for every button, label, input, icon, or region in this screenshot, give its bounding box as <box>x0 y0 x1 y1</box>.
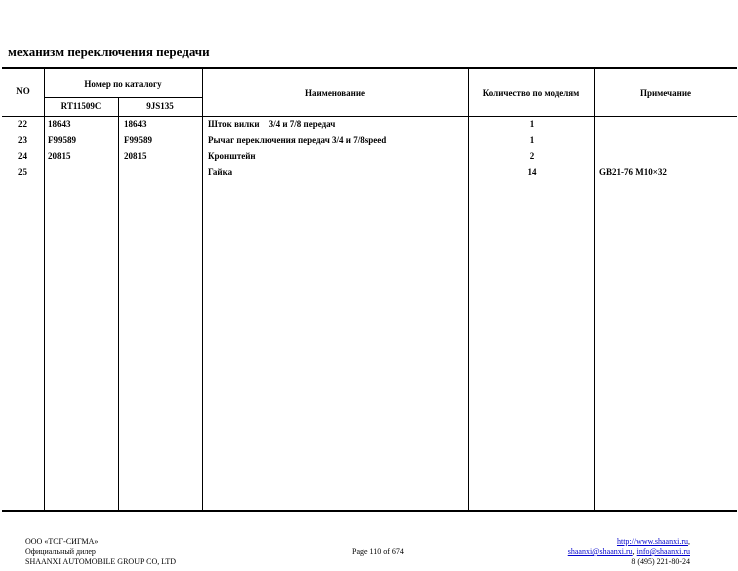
email-link-shaanxi[interactable]: shaanxi@shaanxi.ru <box>567 547 633 556</box>
cell-quantity: 2 <box>529 151 535 161</box>
footer-contacts: http://www.shaanxi.ru, shaanxi@shaanxi.ru, info@shaanxi.ru 8 (495) 221-80-24 <box>567 537 690 566</box>
header-sub-divider <box>44 97 202 98</box>
cell-no: 22 <box>18 119 27 129</box>
cell-name: Кронштейн <box>208 151 256 161</box>
header-model-9js135: 9JS135 <box>146 101 174 111</box>
cell-quantity: 1 <box>529 119 535 129</box>
header-catalog-number: Номер по каталогу <box>84 79 162 89</box>
cell-quantity: 1 <box>529 135 535 145</box>
header-name: Наименование <box>305 88 365 98</box>
cell-9js135: F99589 <box>124 135 152 145</box>
website-link[interactable]: http://www.shaanxi.ru <box>616 537 688 546</box>
cell-name: Шток вилки 3/4 и 7/8 передач <box>208 119 336 129</box>
footer-company-name: ООО «ТСГ-СИГМА» <box>25 537 99 546</box>
cell-no: 24 <box>18 151 27 161</box>
cell-rt11509c: F99589 <box>48 135 76 145</box>
parts-table <box>2 67 737 512</box>
cell-note: GB21-76 M10×32 <box>599 167 667 177</box>
footer-phone: 8 (495) 221-80-24 <box>631 557 690 566</box>
table-row <box>2 135 737 151</box>
cell-9js135: 20815 <box>124 151 147 161</box>
page-title: механизм переключения передачи <box>8 44 210 59</box>
header-quantity: Количество по моделям <box>482 88 580 98</box>
table-row <box>2 151 737 167</box>
cell-9js135: 18643 <box>124 119 147 129</box>
header-note: Примечание <box>639 88 692 98</box>
cell-rt11509c: 18643 <box>48 119 71 129</box>
header-bottom-border <box>2 116 737 117</box>
header-no: NO <box>16 86 30 96</box>
cell-name: Рычаг переключения передач 3/4 и 7/8speed <box>208 135 387 145</box>
footer-dealer: Официальный дилер <box>25 547 96 556</box>
table-body <box>2 119 737 183</box>
email-link-info[interactable]: info@shaanxi.ru <box>636 547 690 556</box>
cell-no: 25 <box>18 167 27 177</box>
cell-rt11509c: 20815 <box>48 151 71 161</box>
footer-group: SHAANXI AUTOMOBILE GROUP CO, LTD <box>25 557 177 566</box>
table-row <box>2 119 737 135</box>
cell-quantity: 14 <box>527 167 537 177</box>
footer-company-info <box>25 537 176 567</box>
cell-name: Гайка <box>208 167 233 177</box>
page-number: Page 110 of 674 <box>352 547 404 556</box>
table-row <box>2 167 737 183</box>
header-model-rt11509c: RT11509C <box>60 101 102 111</box>
cell-no: 23 <box>18 135 27 145</box>
